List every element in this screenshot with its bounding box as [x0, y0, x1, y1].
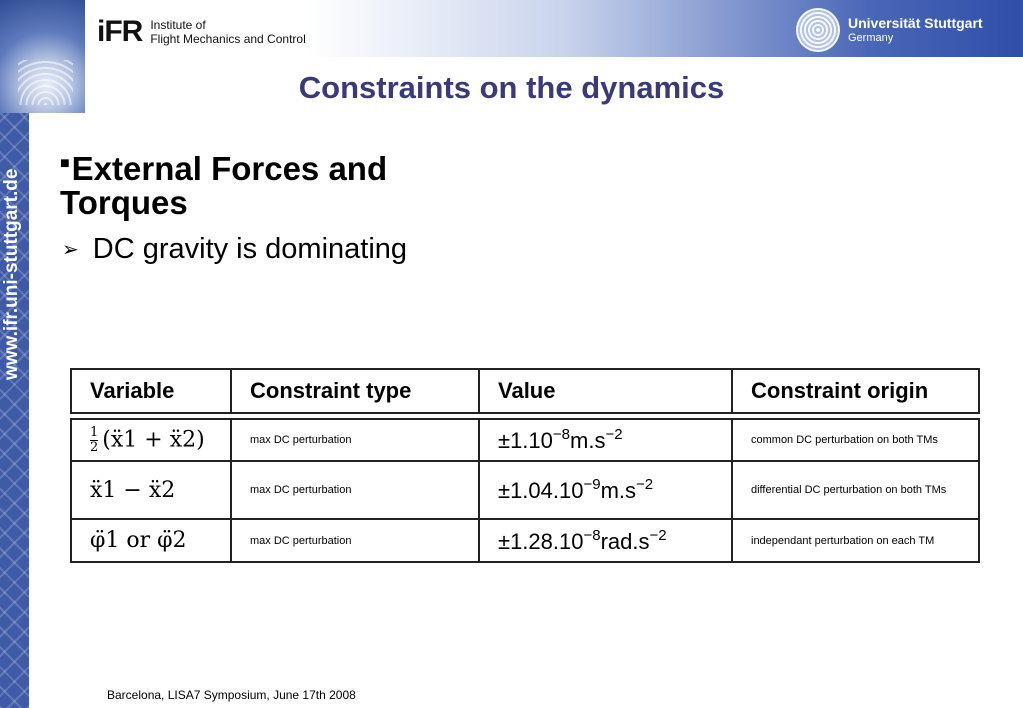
table-header-cell: Value	[479, 369, 732, 413]
university-name: Universität Stuttgart	[848, 15, 983, 31]
table-row	[71, 461, 979, 519]
origin-cell: common DC perturbation on both TMs	[732, 419, 979, 461]
constraint-type-cell: max DC perturbation	[231, 419, 479, 461]
institute-line2: Flight Mechanics and Control	[150, 32, 306, 46]
bullet-level1	[60, 147, 460, 220]
table-row	[71, 519, 979, 562]
variable-cell: ẍ1 − ẍ2	[71, 461, 231, 519]
value-cell: $\pm 1.10^{-8}m.s^{-2}$	[479, 419, 732, 461]
variable-cell: $\frac{1}{2}$ (ẍ1 + ẍ2)	[71, 419, 231, 461]
table-row	[71, 419, 979, 461]
bullet-level1-text: External Forces and Torques	[60, 150, 388, 221]
table-header-cell: Variable	[71, 369, 231, 413]
ifr-logo-mark: iFR	[97, 15, 143, 48]
constraint-type-cell: max DC perturbation	[231, 519, 479, 562]
table-header-row	[71, 369, 979, 413]
table-header-cell: Constraint type	[231, 369, 479, 413]
university-logo	[796, 8, 983, 52]
origin-cell: differential DC perturbation on both TMs	[732, 461, 979, 519]
institute-line1: Institute of	[150, 18, 206, 32]
university-seal-icon	[796, 8, 840, 52]
slide-title: Constraints on the dynamics	[298, 70, 725, 105]
constraint-type-cell: max DC perturbation	[231, 461, 479, 519]
bullet-level2	[62, 233, 407, 266]
constraints-table	[70, 368, 980, 563]
university-country: Germany	[848, 32, 894, 44]
variable-cell: φ̈1 or φ̈2	[71, 519, 231, 562]
origin-cell: independant perturbation on each TM	[732, 519, 979, 562]
side-url: www.ifr.uni-stuttgart.de	[1, 168, 22, 380]
ifr-logo	[97, 16, 306, 48]
arrow-bullet-icon: ➢	[62, 239, 79, 261]
footer-text: Barcelona, LISA7 Symposium, June 17th 2008	[107, 688, 356, 702]
square-bullet-icon: ■	[60, 155, 70, 172]
table-header-cell: Constraint origin	[732, 369, 979, 413]
institute-name	[150, 18, 305, 46]
value-cell: $\pm 1.04.10^{-9}m.s^{-2}$	[479, 461, 732, 519]
value-cell: $\pm 1.28.10^{-8}rad.s^{-2}$	[479, 519, 732, 562]
fraction: $\frac{1}{2}$	[90, 424, 99, 455]
bullet-level2-text: DC gravity is dominating	[92, 233, 408, 265]
